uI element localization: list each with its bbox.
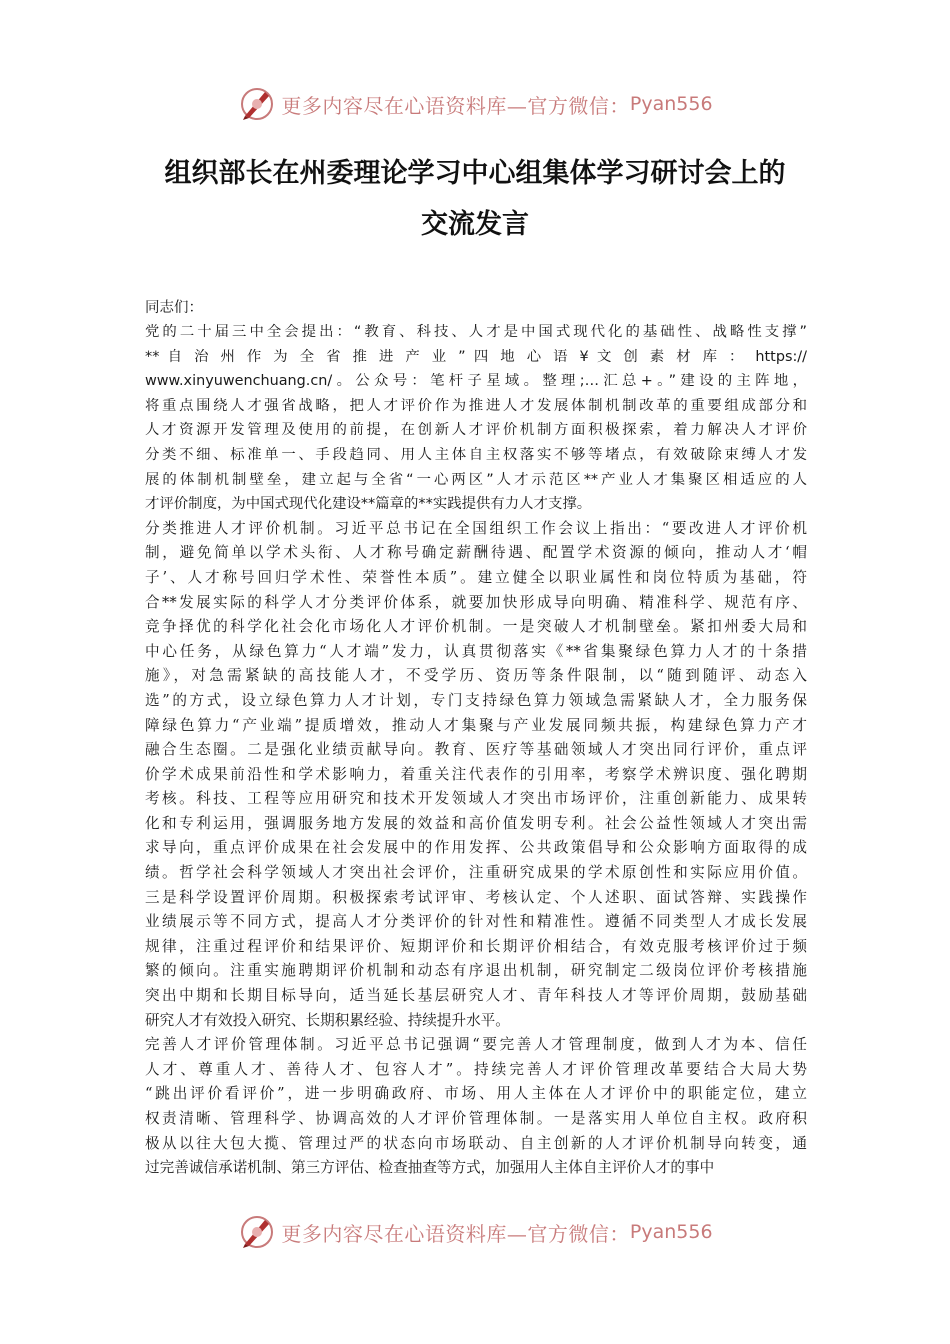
paragraph-line: 繁的倾向。注重实施聘期评价机制和动态有序退出机制，研究制定二级岗位评价考核措施 xyxy=(145,962,807,980)
paragraph-line: 施》，对急需紧缺的高技能人才，不受学历、资历等条件限制，以“随到随评、动态入 xyxy=(145,667,807,685)
paragraph-list xyxy=(145,320,807,1181)
paragraph-line: 绩。哲学社会科学领域人才突出社会评价，注重研究成果的学术原创性和实际应用价值。 xyxy=(145,864,807,882)
paragraph-line: 考核。科技、工程等应用研究和技术开发领域人才突出市场评价，注重创新能力、成果转 xyxy=(145,790,807,808)
paragraph-line: 价学术成果前沿性和学术影响力，着重关注代表作的引用率，考察学术辨识度、强化聘期 xyxy=(145,765,807,783)
paragraph-line: 子’、人才称号回归学术性、荣誉性本质”。建立健全以职业属性和岗位特质为基础，符 xyxy=(145,568,807,586)
paragraph-line: 极从以往大包大揽、管理过严的状态向市场联动、自主创新的人才评价机制导向转变，通 xyxy=(145,1134,807,1152)
paragraph-line: 业绩展示等不同方式，提高人才分类评价的针对性和精准性。遵循不同类型人才成长发展 xyxy=(145,913,807,931)
greeting: 同志们： xyxy=(145,300,203,316)
paragraph-line: 人才、尊重人才、善待人才、包容人才”。持续完善人才评价管理改革要结合大局大势 xyxy=(145,1060,807,1078)
paragraph-line: 才评价制度，为中国式现代化建设**篇章的**实践提供有力人才支撑。 xyxy=(145,496,592,513)
paragraph-line: 展的体制机制壁垒，建立起与全省“一心两区”人才示范区**产业人才集聚区相适应的人 xyxy=(145,471,807,488)
paragraph-line: 求导向，重点评价成果在社会发展中的作用发挥、公共政策倡导和公众影响方面取得的成 xyxy=(145,839,807,857)
paragraph xyxy=(145,1033,807,1181)
paragraph-line: 融合生态圈。二是强化业绩贡献导向。教育、医疗等基础领域人才突出同行评价，重点评 xyxy=(145,741,807,759)
paragraph-line: 权责清晰、管理科学、协调高效的人才评价管理体制。一是落实用人单位自主权。政府积 xyxy=(145,1110,807,1127)
paragraph-line: www.xinyuwenchuang.cn/。公众号：笔杆子星域。整理;…汇总+。”建设的主阵地， xyxy=(145,373,807,390)
paragraph-line: 中心任务，从绿色算力“人才端”发力，认真贯彻落实《**省集聚绿色算力人才的十条措 xyxy=(145,642,807,660)
banner-wechat-id: Pyan556 xyxy=(629,1221,713,1243)
paragraph-line: 分类不细、标准单一、手段趋同、用人主体自主权落实不够等堵点，有效破除束缚人才发 xyxy=(145,446,807,463)
footer-watermark-banner xyxy=(0,1210,950,1254)
banner-wechat-id: Pyan556 xyxy=(629,93,713,115)
pen-logo-icon xyxy=(237,84,277,124)
paragraph-line: 制，避免简单以学术头衔、人才称号确定薪酬待遇、配置学术资源的倾向，推动人才‘帽 xyxy=(145,544,807,562)
header-watermark-banner xyxy=(0,82,950,126)
document-body xyxy=(145,296,807,1181)
paragraph-line: 三是科学设置评价周期。积极探索考试评审、考核认定、个人述职、面试答辩、实践操作 xyxy=(145,888,807,906)
paragraph-line: ** 自 治 州 作 为 全 省 推 进 产 业 ” 四 地 心 语 ¥ 文 创 素 材 库 ： https:// xyxy=(145,348,807,365)
paragraph-line: 化和专利运用，强调服务地方发展的效益和高价值发明专利。社会公益性领域人才突出需 xyxy=(145,814,807,832)
paragraph xyxy=(145,517,807,1033)
paragraph-line: 规律，注重过程评价和结果评价、短期评价和长期评价相结合，有效克服考核评价过于频 xyxy=(145,937,807,955)
paragraph xyxy=(145,320,807,517)
paragraph-line: 过完善诚信承诺机制、第三方评估、检查抽查等方式，加强用人主体自主评价人才的事中 xyxy=(145,1159,715,1177)
paragraph-line: 完善人才评价管理体制。习近平总书记强调“要完善人才管理制度，做到人才为本、信任 xyxy=(145,1036,807,1054)
banner-text: 更多内容尽在心语资料库—官方微信： xyxy=(281,1221,630,1246)
paragraph-line: 突出中期和长期目标导向，适当延长基层研究人才、青年科技人才等评价周期，鼓励基础 xyxy=(145,987,807,1005)
title-line-1: 组织部长在州委理论学习中心组集体学习研讨会上的 xyxy=(164,158,786,189)
pen-logo-icon xyxy=(237,1212,277,1252)
banner-text: 更多内容尽在心语资料库—官方微信： xyxy=(281,93,630,118)
paragraph-line: 人才资源开发管理及使用的前提，在创新人才评价机制方面积极探索，着力解决人才评价 xyxy=(145,422,807,439)
title-line-2: 交流发言 xyxy=(421,209,529,240)
paragraph-line: 将重点围绕人才强省战略，把人才评价作为推进人才发展体制机制改革的重要组成部分和 xyxy=(145,397,807,414)
paragraph-line: 分类推进人才评价机制。习近平总书记在全国组织工作会议上指出：“要改进人才评价机 xyxy=(145,519,807,537)
paragraph-line: “跳出评价看评价”，进一步明确政府、市场、用人主体在人才评价中的职能定位，建立 xyxy=(145,1085,807,1103)
paragraph-line: 竞争择优的科学化社会化市场化人才评价机制。一是突破人才机制壁垒。紧扣州委大局和 xyxy=(145,618,807,636)
paragraph-line: 党的二十届三中全会提出：“教育、科技、人才是中国式现代化的基础性、战略性支撑” xyxy=(145,324,807,340)
page-title xyxy=(0,148,950,250)
paragraph-line: 研究人才有效投入研究、长期积累经验、持续提升水平。 xyxy=(145,1011,510,1029)
paragraph-line: 选”的方式，设立绿色算力人才计划，专门支持绿色算力领域急需紧缺人才，全力服务保 xyxy=(145,691,807,709)
paragraph-line: 障绿色算力“产业端”提质增效，推动人才集聚与产业发展同频共振，构建绿色算力产才 xyxy=(145,716,807,734)
paragraph-line: 合**发展实际的科学人才分类评价体系，就要加快形成导向明确、精准科学、规范有序、 xyxy=(145,593,807,611)
